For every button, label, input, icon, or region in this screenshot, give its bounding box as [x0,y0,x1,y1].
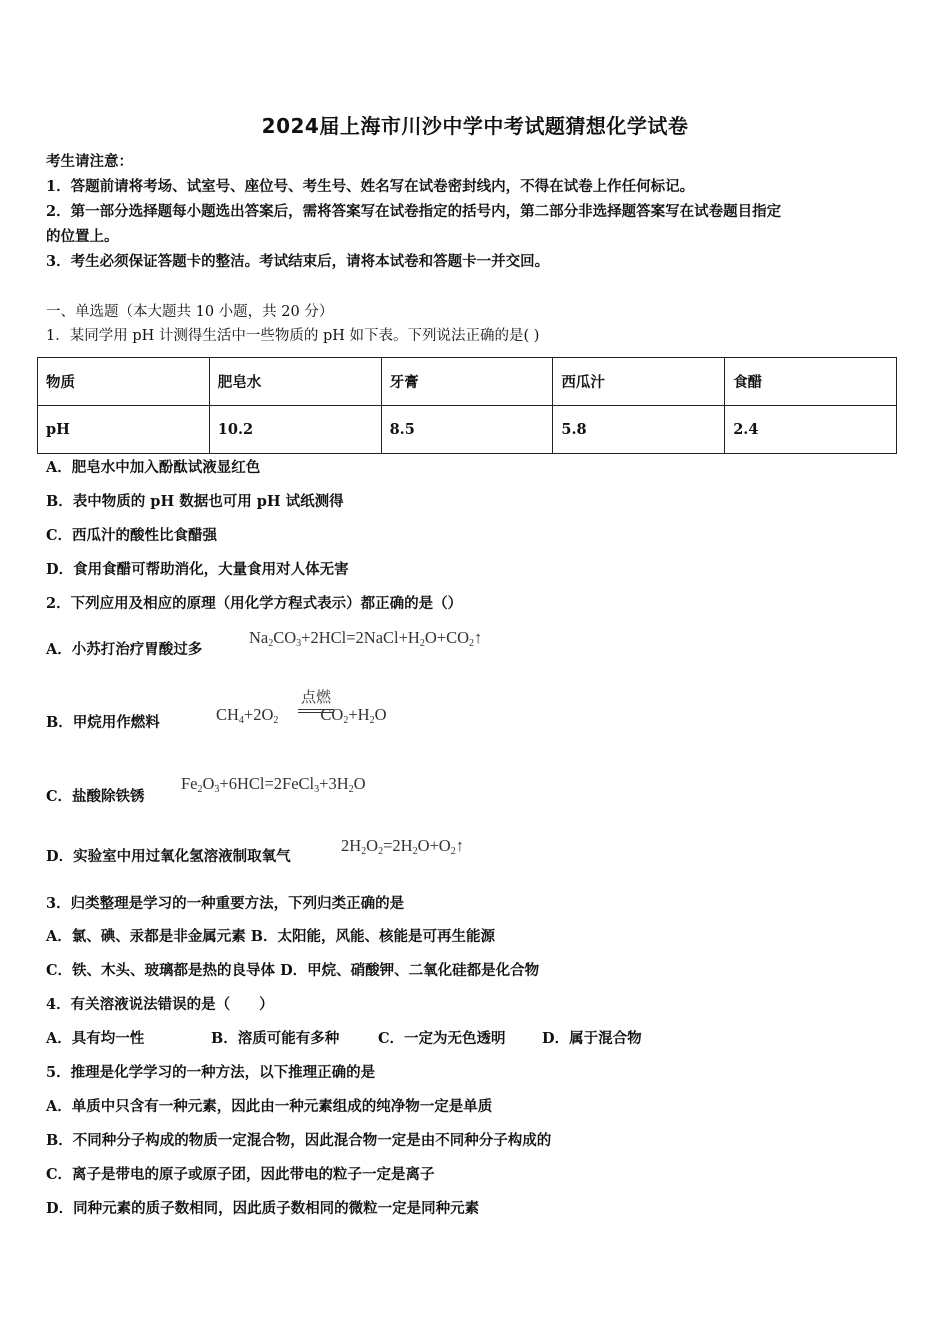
table-cell: 物质 [38,358,210,406]
page-title: 2024届上海市川沙中学中考试题猜想化学试卷 [261,114,689,138]
q4-option-b: B．溶质可能有多种 [211,1030,340,1047]
q3-options-line-1: A．氯、碘、汞都是非金属元素 B．太阳能，风能、核能是可再生能源 [46,928,496,945]
q1-option-a: A．肥皂水中加入酚酞试液显红色 [46,459,261,476]
table-cell: 西瓜汁 [553,358,725,406]
equation-c: $Fe_2O_3+6HCl=2FeCl_3+3H_2O$ [181,774,366,795]
table-cell: 肥皂水 [209,358,381,406]
table-header-row [38,358,897,406]
table-cell: 2.4 [725,406,897,454]
equation-a: $Na_2CO_3+2HCl=2NaCl+H_2O+CO_2↑$ [249,628,483,649]
q5-option-d: D．同种元素的质子数相同，因此质子数相同的微粒一定是同种元素 [46,1200,480,1217]
equation-b: $CH_4+2O_2$ $CO_2+H_2O$ [216,705,387,726]
equals-sign-icon [298,709,334,713]
q2-option-a: A．小苏打治疗胃酸过多 [46,641,203,658]
table-cell: 8.5 [381,406,553,454]
table-cell: pH [38,406,210,454]
table-row [38,406,897,454]
q3-stem: 3．归类整理是学习的一种重要方法，下列归类正确的是 [46,895,405,912]
q4-stem: 4．有关溶液说法错误的是（ ） [46,996,274,1013]
q4-option-a: A．具有均一性 [46,1030,145,1047]
q4-option-c: C．一定为无色透明 [378,1030,506,1047]
notice-heading: 考生请注意： [46,153,133,170]
notice-item-1: 1．答题前请将考场、试室号、座位号、考生号、姓名写在试卷密封线内，不得在试卷上作任何标记。 [46,178,695,195]
q4-option-d: D．属于混合物 [542,1030,642,1047]
q3-options-line-2: C．铁、木头、玻璃都是热的良导体 D．甲烷、硝酸钾、二氧化硅都是化合物 [46,962,540,979]
section-heading: 一、单选题（本大题共 10 小题，共 20 分） [46,304,334,320]
q5-stem: 5．推理是化学学习的一种方法，以下推理正确的是 [46,1064,376,1081]
table-cell: 5.8 [553,406,725,454]
q5-option-b: B．不同种分子构成的物质一定混合物，因此混合物一定是由不同种分子构成的 [46,1132,552,1149]
q1-stem: 1．某同学用 pH 计测得生活中一些物质的 pH 如下表。下列说法正确的是( ) [46,328,540,344]
q1-option-b: B．表中物质的 pH 数据也可用 pH 试纸测得 [46,493,344,510]
notice-item-3: 3．考生必须保证答题卡的整洁。考试结束后，请将本试卷和答题卡一并交回。 [46,253,550,270]
q2-stem: 2．下列应用及相应的原理（用化学方程式表示）都正确的是（） [46,595,463,612]
table-cell: 10.2 [209,406,381,454]
ph-table [37,357,897,454]
notice-item-2-cont: 的位置上。 [46,228,119,245]
notice-item-2: 2．第一部分选择题每小题选出答案后，需将答案写在试卷指定的括号内，第二部分非选择题答案写在试卷题目指定 [46,203,782,220]
reaction-condition: 点燃 [300,690,331,706]
q1-option-d: D．食用食醋可帮助消化，大量食用对人体无害 [46,561,349,578]
table-cell: 牙膏 [381,358,553,406]
equation-d: $2H_2O_2=2H_2O+O_2↑$ [341,836,464,857]
q1-option-c: C．西瓜汁的酸性比食醋强 [46,527,218,544]
table-cell: 食醋 [725,358,897,406]
q2-option-b: B．甲烷用作燃料 [46,714,160,731]
q5-option-a: A．单质中只含有一种元素，因此由一种元素组成的纯净物一定是单质 [46,1098,493,1115]
q2-option-c: C．盐酸除铁锈 [46,788,145,805]
q5-option-c: C．离子是带电的原子或原子团，因此带电的粒子一定是离子 [46,1166,435,1183]
q2-option-d: D．实验室中用过氧化氢溶液制取氧气 [46,848,291,865]
